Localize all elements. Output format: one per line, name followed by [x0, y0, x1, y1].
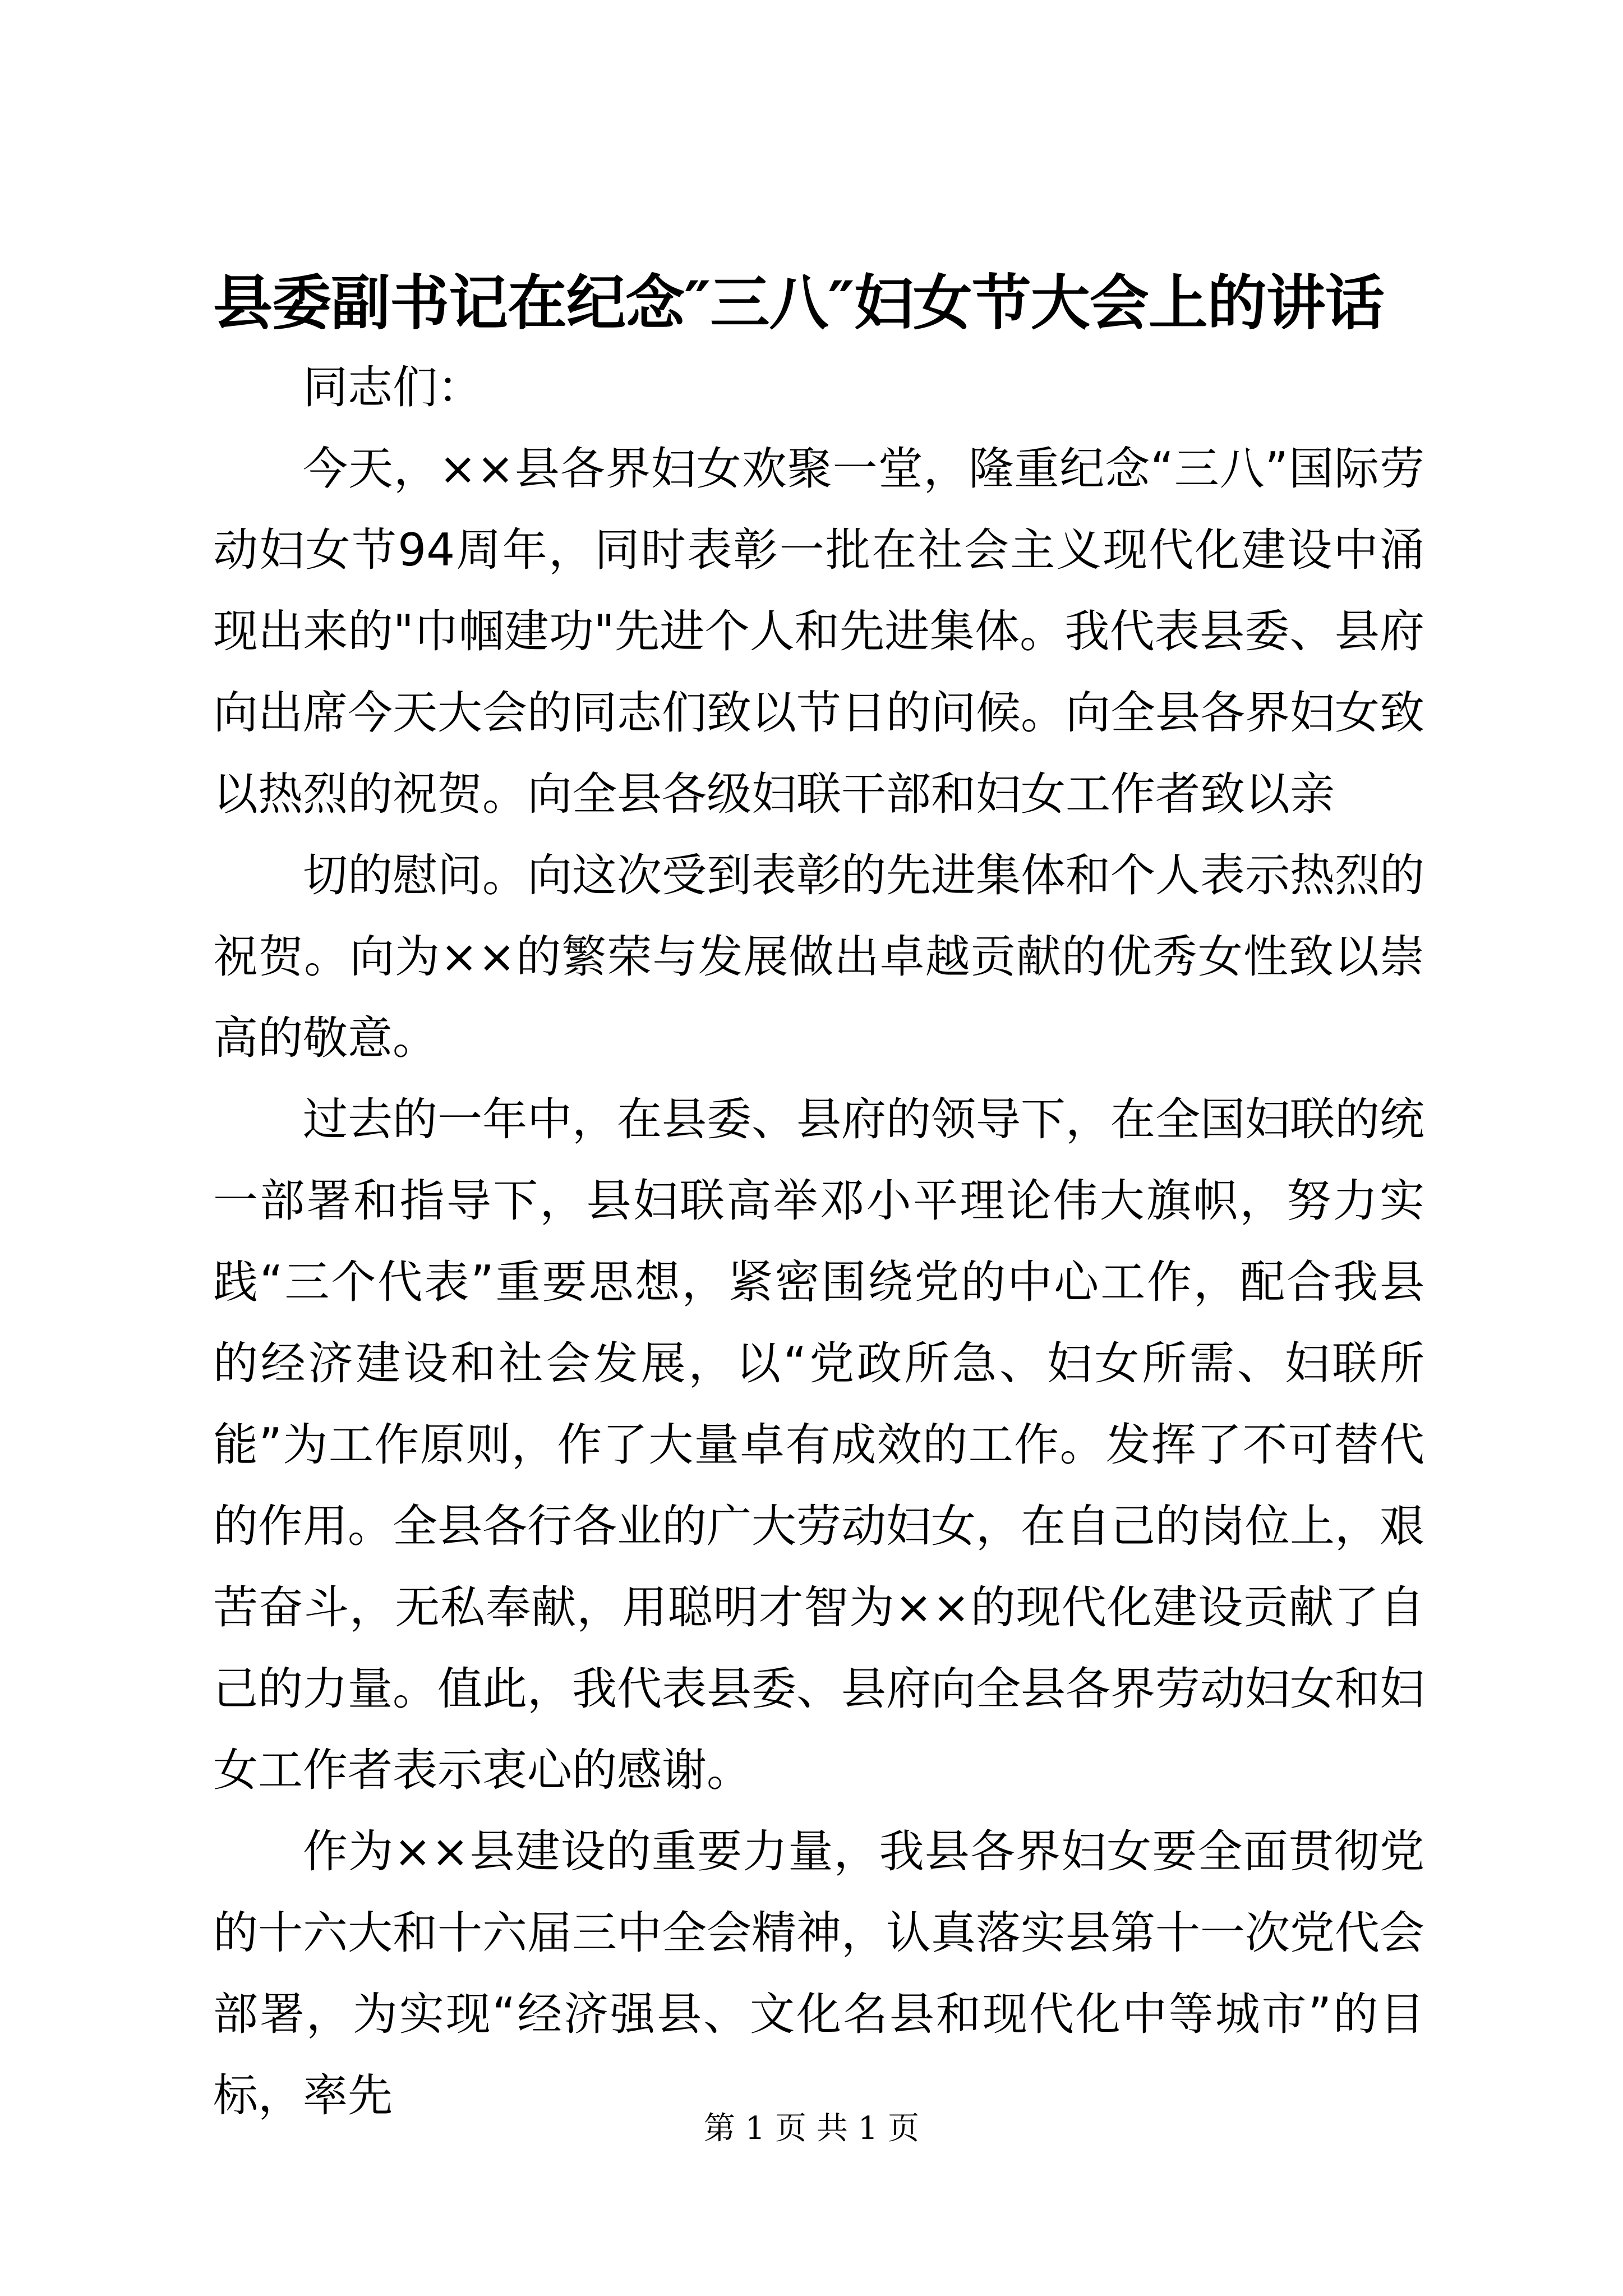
page-footer: 第 1 页 共 1 页 [703, 2110, 920, 2147]
paragraph-3: 过去的一年中，在县委、县府的领导下，在全国妇联的统一部署和指导下，县妇联高举邓小平理论伟大旗帜，努力实践“三个代表”重要思想，紧密围绕党的中心工作，配合我县的经济建设和社会发展，以“党政所急、妇女所需、妇联所能”为工作原则，作了大量卓有成效的工作。发挥了不可替代的作用。全县各行各业的广大劳动妇女，在自己的岗位上，艰苦奋斗，无私奉献，用聪明才智为××的现代化建设贡献了自己的力量。值此，我代表县委、县府向全县各界劳动妇女和妇女工作者表示衷心的感谢。 [213, 1093, 1424, 1796]
paragraph-salutation: 同志们： [303, 361, 482, 413]
paragraph-4: 作为××县建设的重要力量，我县各界妇女要全面贯彻党的十六大和十六届三中全会精神，认真落实县第十一次党代会部署，为实现“经济强县、文化名县和现代化中等城市”的目标，率先 [213, 1825, 1424, 2122]
paragraph-1: 今天，××县各界妇女欢聚一堂，隆重纪念“三八”国际劳动妇女节94周年，同时表彰一批在社会主义现代化建设中涌现出来的"巾帼建功"先进个人和先进集体。我代表县委、县府向出席今天大会的同志们致以节日的问候。向全县各界妇女致以热烈的祝贺。向全县各级妇联干部和妇女工作者致以亲 [213, 443, 1424, 820]
paragraph-2: 切的慰问。向这次受到表彰的先进集体和个人表示热烈的祝贺。向为××的繁荣与发展做出卓越贡献的优秀女性致以崇高的敬意。 [213, 849, 1424, 1064]
document-title: 县委副书记在纪念″三八″妇女节大会上的讲话 [213, 268, 1384, 338]
document-body [213, 347, 1424, 2136]
